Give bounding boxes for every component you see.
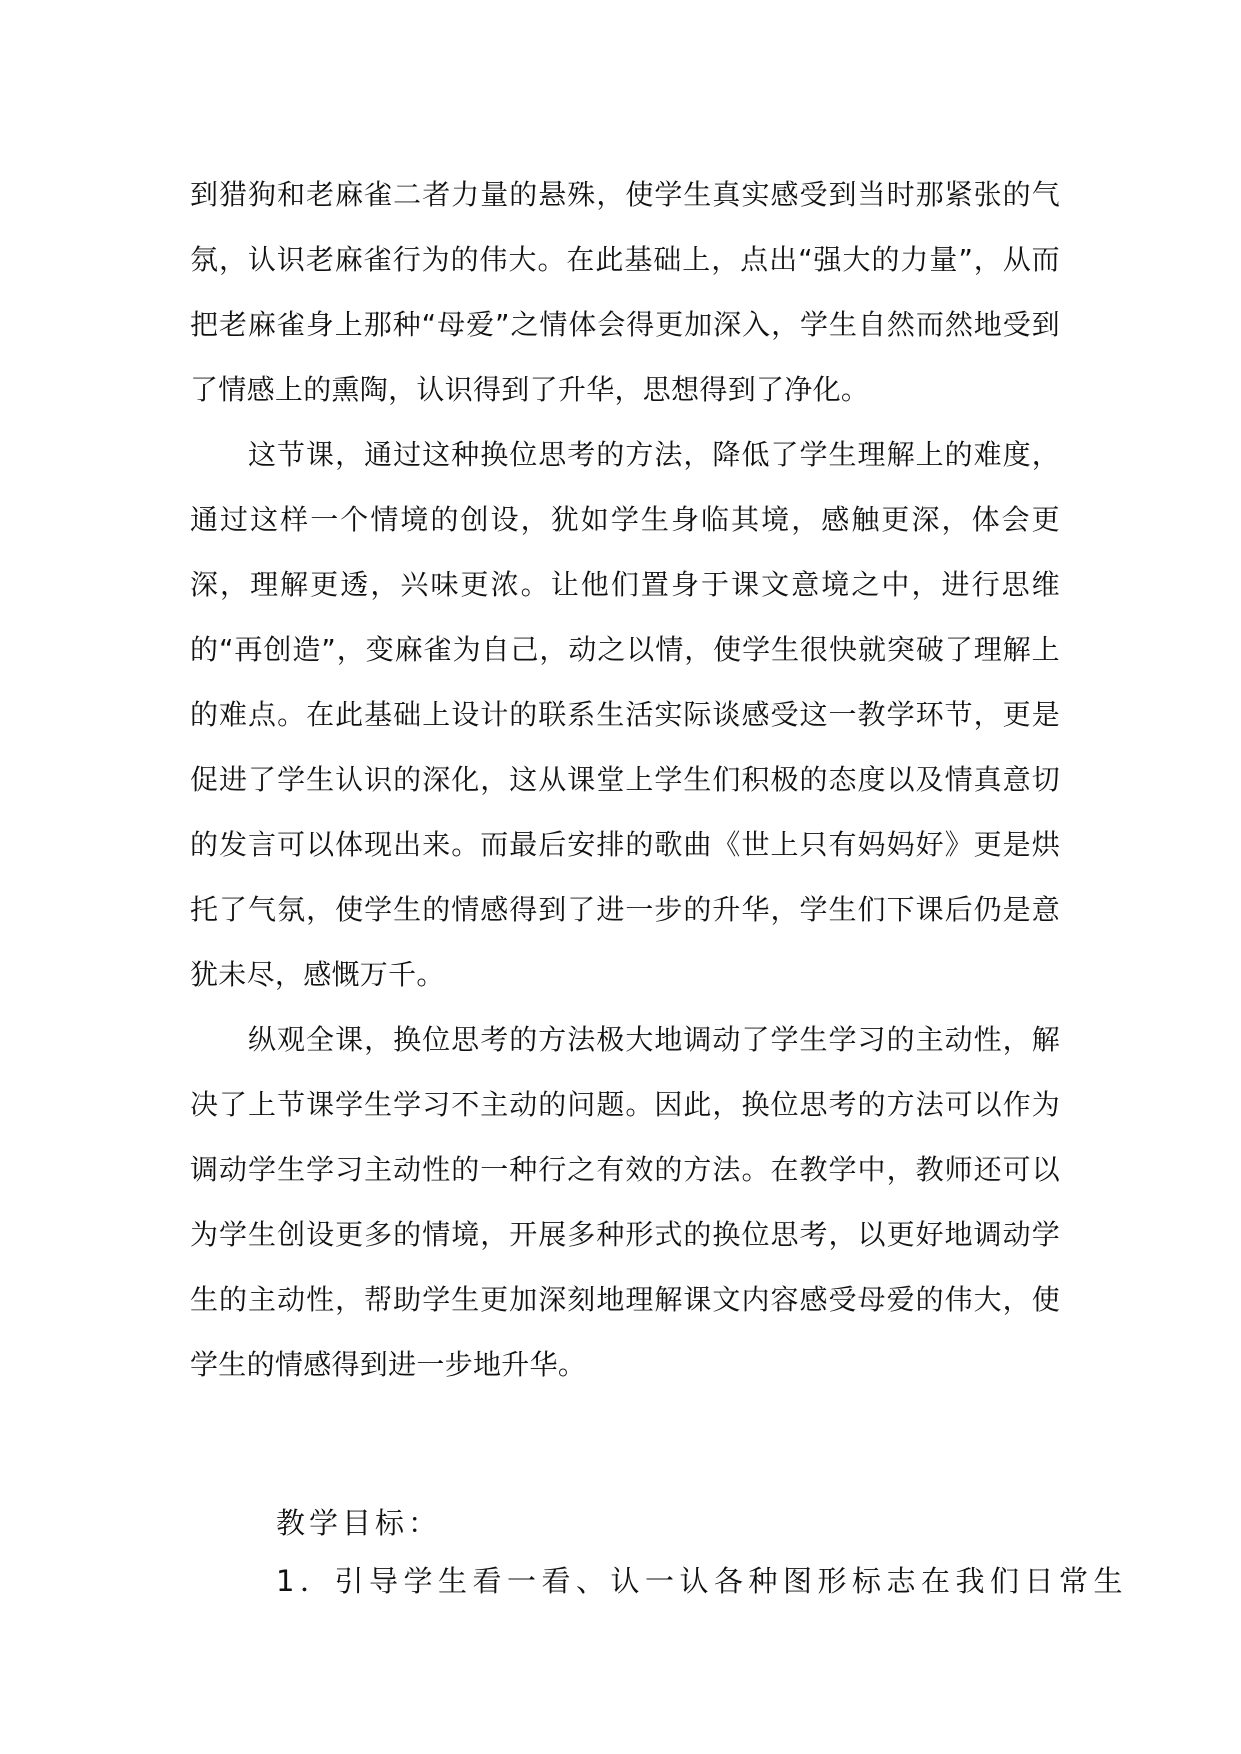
paragraph-continuation: 到猎狗和老麻雀二者力量的悬殊，使学生真实感受到当时那紧张的气氛，认识老麻雀行为的伟大。在此基础上，点出“强大的力量”，从而把老麻雀身上那种“母爱”之情体会得更加深入，学生自然而然地受到了情感上的熏陶，认识得到了升华，思想得到了净化。: [190, 178, 1060, 406]
objectives-heading: 教学目标：: [276, 1506, 442, 1540]
body-text: [190, 162, 1060, 1397]
paragraph-conclusion: 纵观全课，换位思考的方法极大地调动了学生学习的主动性，解决了上节课学生学习不主动的问题。因此，换位思考的方法可以作为调动学生学习主动性的一种行之有效的方法。在教学中，教师还可以为学生创设更多的情境，开展多种形式的换位思考，以更好地调动学生的主动性，帮助学生更加深刻地理解课文内容感受母爱的伟大，使学生的情感得到进一步地升华。: [190, 1023, 1060, 1381]
objective-item-1: 1．引导学生看一看、认一认各种图形标志在我们日常生: [276, 1564, 1128, 1598]
paragraph-lesson-summary: 这节课，通过这种换位思考的方法，降低了学生理解上的难度，通过这样一个情境的创设，犹如学生身临其境，感触更深，体会更深，理解更透，兴味更浓。让他们置身于课文意境之中，进行思维的“再创造”，变麻雀为自己，动之以情，使学生很快就突破了理解上的难点。在此基础上设计的联系生活实际谈感受这一教学环节，更是促进了学生认识的深化，这从课堂上学生们积极的态度以及情真意切的发言可以体现出来。而最后安排的歌曲《世上只有妈妈好》更是烘托了气氛，使学生的情感得到了进一步的升华，学生们下课后仍是意犹未尽，感慨万千。: [190, 438, 1060, 991]
teaching-objectives-section: [276, 1494, 1128, 1610]
